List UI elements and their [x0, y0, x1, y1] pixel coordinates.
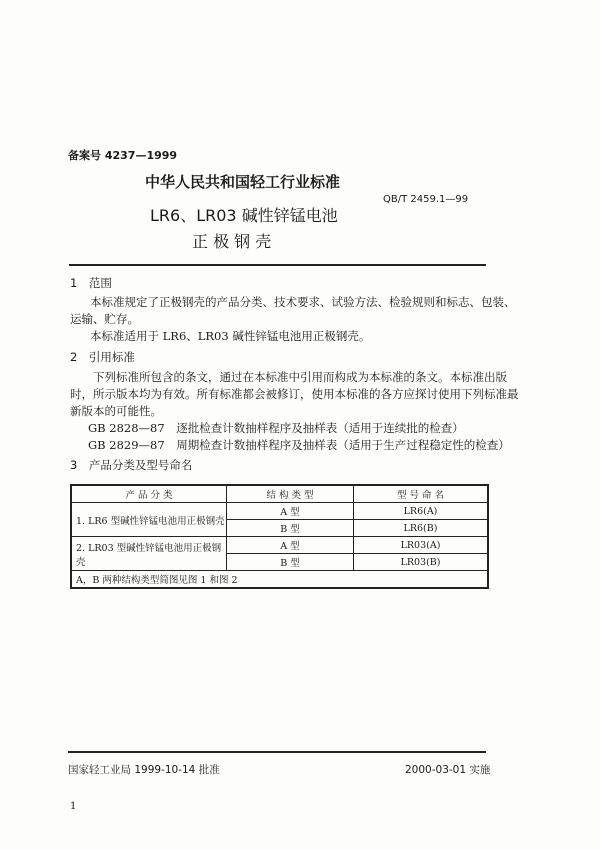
- paragraph: 新版本的可能性。: [70, 404, 162, 418]
- product-classification-table: [70, 484, 489, 589]
- paragraph: 运输、贮存。: [70, 312, 139, 326]
- table-header: 产 品 分 类: [71, 485, 227, 503]
- model-cell: LR03(B): [354, 554, 489, 571]
- table-note: A，B 两种结构类型简图见图 1 和图 2: [71, 571, 488, 589]
- reference-item: GB 2829—87 周期检查计数抽样程序及抽样表（适用于生产过程稳定性的检查）: [88, 438, 510, 452]
- paragraph: 下列标准所包含的条文，通过在本标准中引用而构成为本标准的条文。本标准出版: [93, 370, 507, 384]
- section-heading: 1 范围: [70, 276, 112, 290]
- table-note-row: [71, 571, 488, 589]
- document-title: LR6、LR03 碱性锌锰电池: [150, 206, 338, 225]
- standard-code: QB/T 2459.1—99: [383, 194, 469, 205]
- approval-date: 国家轻工业局 1999-10-14 批准: [68, 764, 220, 776]
- structure-cell: B 型: [227, 554, 354, 571]
- structure-cell: A 型: [227, 503, 354, 520]
- structure-cell: A 型: [227, 537, 354, 554]
- document-subtitle: 正 极 钢 壳: [192, 232, 272, 251]
- paragraph: 时，所示版本均为有效。所有标准都会被修订，使用本标准的各方应探讨使用下列标准最: [70, 387, 519, 401]
- model-cell: LR03(A): [354, 537, 489, 554]
- paragraph: 本标准适用于 LR6、LR03 碱性锌锰电池用正极钢壳。: [90, 329, 371, 343]
- model-cell: LR6(B): [354, 520, 489, 537]
- header-rule: [69, 264, 486, 266]
- reference-item: GB 2828—87 逐批检查计数抽样程序及抽样表（适用于连续批的检查）: [88, 421, 464, 435]
- paragraph: 本标准规定了正极钢壳的产品分类、技术要求、试验方法、检验规则和标志、包装、: [90, 295, 516, 309]
- table-header: 结 构 类 型: [227, 485, 354, 503]
- filing-number: 备案号 4237—1999: [68, 149, 178, 162]
- section-heading: 3 产品分类及型号命名: [70, 458, 193, 472]
- table-header-row: [71, 485, 488, 503]
- category-cell: 1. LR6 型碱性锌锰电池用正极钢壳: [71, 503, 227, 537]
- section-heading: 2 引用标准: [70, 350, 135, 364]
- effective-date: 2000-03-01 实施: [405, 764, 491, 776]
- category-cell: 2. LR03 型碱性锌锰电池用正极钢壳: [71, 537, 227, 571]
- issuer-title: 中华人民共和国轻工行业标准: [145, 173, 341, 191]
- table-header: 型 号 命 名: [354, 485, 489, 503]
- footer-rule: [68, 751, 486, 753]
- page-number: 1: [70, 801, 77, 812]
- structure-cell: B 型: [227, 520, 354, 537]
- model-cell: LR6(A): [354, 503, 489, 520]
- table-row: [71, 503, 488, 520]
- table-row: [71, 537, 488, 554]
